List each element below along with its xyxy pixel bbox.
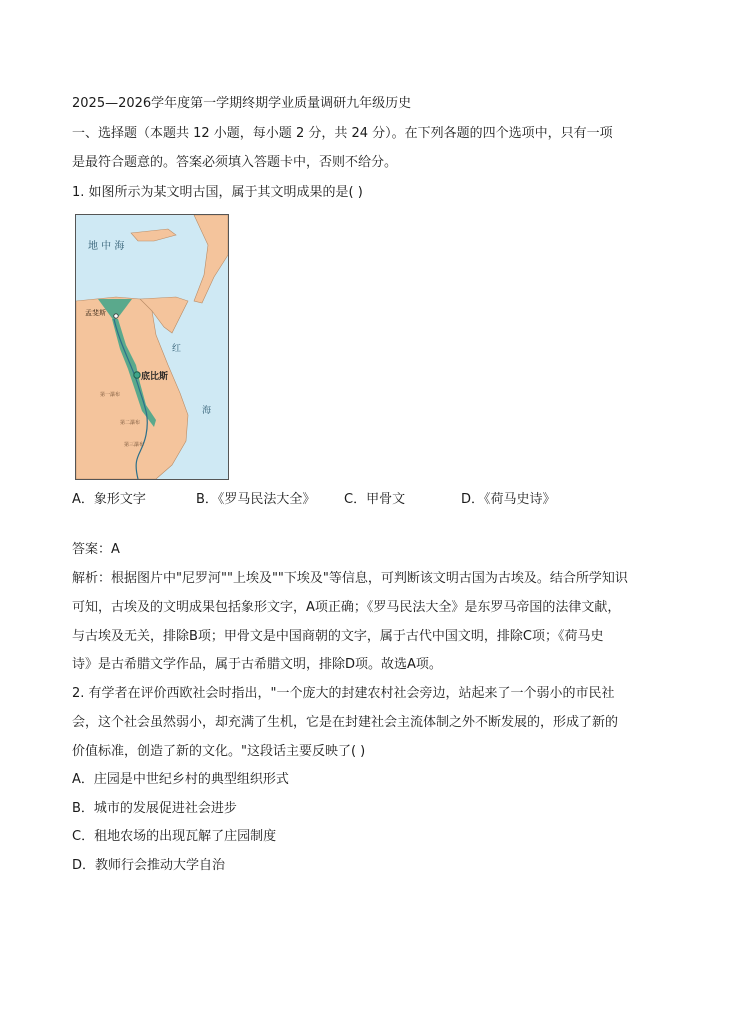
map-label-cataract-2: 第二瀑布: [120, 420, 141, 426]
question-1-analysis-line-4: 诗》是古希腊文学作品，属于古希腊文明，排除D项。故选A项。: [72, 657, 442, 672]
question-2-option-c: C．租地农场的出现瓦解了庄园制度: [72, 829, 277, 844]
question-2-stem-line-3: 价值标准，创造了新的文化。"这段话主要反映了( ): [72, 744, 366, 759]
map-label-red-sea-1: 红: [172, 344, 182, 354]
question-2-option-d: D．教师行会推动大学自治: [72, 858, 226, 873]
levant-land: [194, 215, 228, 303]
egypt-map: [75, 214, 229, 480]
question-1-answer: 答案：A: [72, 542, 120, 557]
thebes-marker: [134, 372, 140, 378]
memphis-marker: [114, 314, 118, 318]
cyprus-island: [131, 229, 176, 241]
map-label-thebes: 底比斯: [141, 372, 169, 382]
map-label-mediterranean: 地 中 海: [88, 241, 125, 252]
question-1-option-b: B．《罗马民法大全》: [196, 492, 316, 507]
map-label-cataract-3: 第三瀑布: [124, 442, 145, 448]
section-instruction-line-1: 一、选择题（本题共 12 小题，每小题 2 分，共 24 分）。在下列各题的四个选项中，只有一项: [72, 126, 613, 141]
question-1-option-d: D．《荷马史诗》: [461, 492, 556, 507]
question-1-option-c: C．甲骨文: [344, 492, 406, 507]
section-instruction-line-2: 是最符合题意的。答案必须填入答题卡中，否则不给分。: [72, 155, 398, 170]
question-1-analysis-line-3: 与古埃及无关，排除B项；甲骨文是中国商朝的文字，属于古代中国文明，排除C项；《荷马史: [72, 629, 604, 644]
question-2-stem-line-1: 2. 有学者在评价西欧社会时指出，"一个庞大的封建农村社会旁边，站起来了一个弱小的市民社: [72, 686, 615, 701]
question-1-analysis-line-1: 解析：根据图片中"尼罗河""上埃及""下埃及"等信息，可判断该文明古国为古埃及。结合所学知识: [72, 571, 628, 586]
question-2-option-b: B．城市的发展促进社会进步: [72, 801, 237, 816]
map-label-cataract-1: 第一瀑布: [100, 392, 121, 398]
map-label-memphis: 孟斐斯: [85, 309, 106, 317]
question-2-option-a: A．庄园是中世纪乡村的典型组织形式: [72, 772, 289, 787]
question-1-analysis-line-2: 可知，古埃及的文明成果包括象形文字，A项正确；《罗马民法大全》是东罗马帝国的法律文献，: [72, 600, 621, 615]
question-1-stem: 1. 如图所示为某文明古国，属于其文明成果的是( ): [72, 185, 363, 200]
map-label-red-sea-2: 海: [202, 406, 212, 416]
question-1-option-a: A．象形文字: [72, 492, 146, 507]
egypt-map-drawing: [76, 215, 228, 479]
exam-title: 2025—2026学年度第一学期终期学业质量调研九年级历史: [72, 96, 412, 111]
question-2-stem-line-2: 会，这个社会虽然弱小，却充满了生机，它是在封建社会主流体制之外不断发展的，形成了新的: [72, 715, 619, 730]
